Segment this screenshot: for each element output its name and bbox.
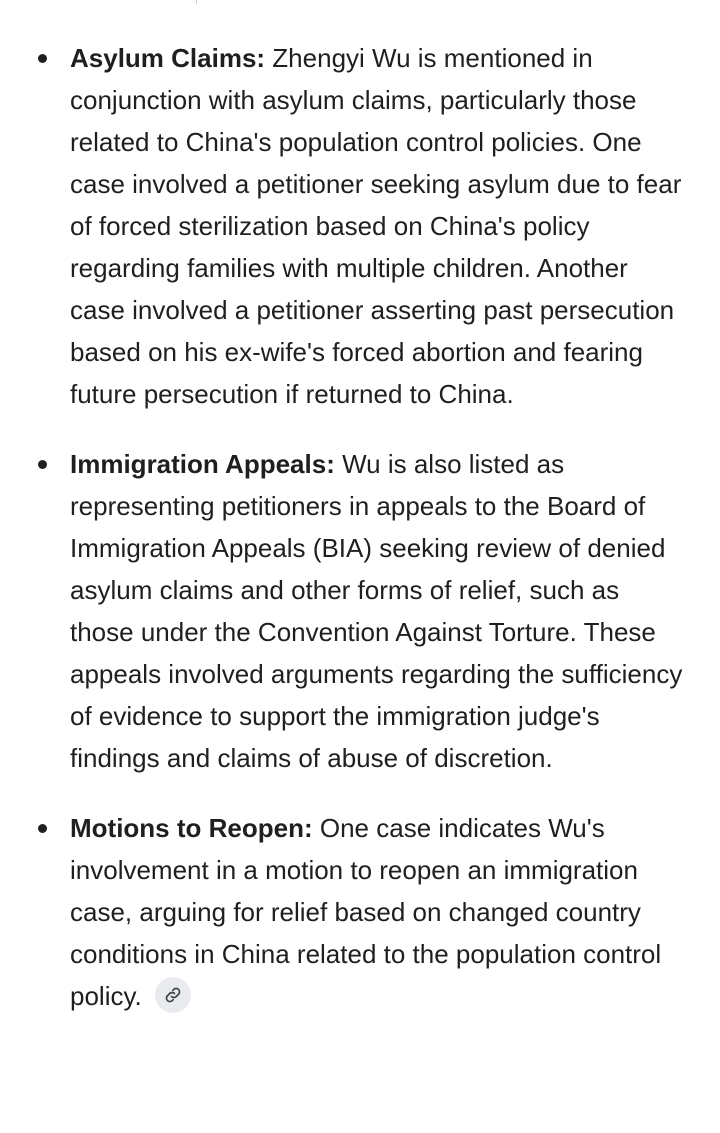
bullet-icon [38, 54, 47, 63]
bullet-text: One case indicates Wu's involvement in a motion to reopen an immigration case, arguing for relief based on changed country conditions in China related to the population control policy. [70, 813, 662, 1011]
source-link-button[interactable] [155, 977, 191, 1013]
bullet-icon [38, 460, 47, 469]
bullet-term: Motions to Reopen: [70, 813, 313, 843]
bullet-term: Asylum Claims: [70, 43, 266, 73]
bullet-icon [38, 824, 47, 833]
link-icon [164, 986, 182, 1004]
bullet-text: Zhengyi Wu is mentioned in conjunction with asylum claims, particularly those related to China's population control policies. One case involved a petitioner seeking asylum due to fear of forced sterilization based on China's policy regarding families with multiple children. Another case involved a petitioner asserting past persecution based on his ex-wife's forced abortion and fearing future persecution if returned to China. [70, 43, 682, 409]
list-item-motions-to-reopen [0, 807, 720, 1017]
bullet-text: Wu is also listed as representing petitioners in appeals to the Board of Immigration Appeals (BIA) seeking review of denied asylum claims and other forms of relief, such as those under the Convention Against Torture. These appeals involved arguments regarding the sufficiency of evidence to support the immigration judge's findings and claims of abuse of discretion. [70, 449, 683, 773]
bullet-term: Immigration Appeals: [70, 449, 335, 479]
divider [196, 0, 197, 4]
list-item-immigration-appeals [0, 443, 720, 779]
response-bullet-list [0, 37, 720, 1045]
list-item-asylum-claims [0, 37, 720, 415]
